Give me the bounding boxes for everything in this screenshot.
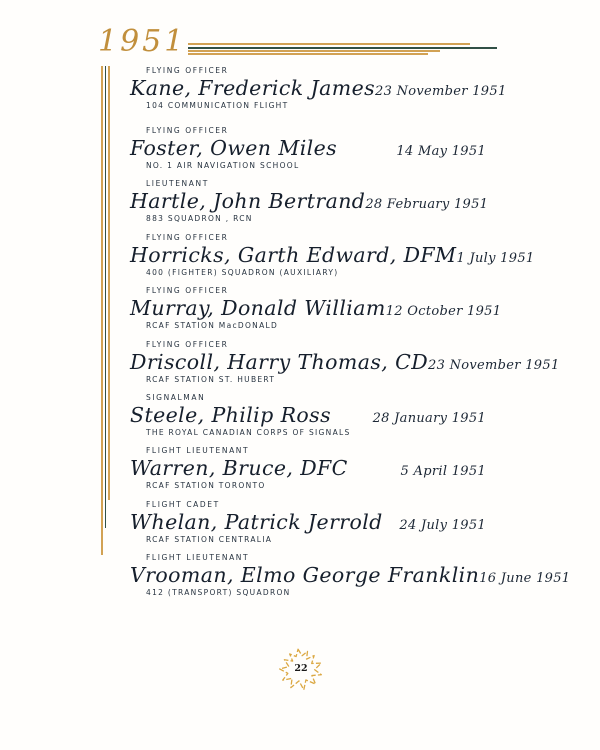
memorial-entry	[100, 553, 571, 606]
death-date: 23 November 1951	[375, 84, 507, 99]
person-name: Warren, Bruce, DFC	[130, 456, 348, 481]
name-date-row	[100, 349, 560, 374]
name-date-row	[100, 456, 486, 480]
memorial-entries-list	[100, 66, 571, 607]
rank-label: FLYING OFFICER	[146, 126, 229, 135]
memorial-entry	[100, 179, 489, 232]
person-name: Foster, Owen Miles	[130, 136, 338, 160]
death-date: 1 July 1951	[456, 250, 535, 266]
memorial-entry	[100, 500, 486, 553]
memorial-entry	[100, 126, 486, 179]
unit-label: RCAF STATION MacDONALD	[146, 321, 279, 331]
person-name: Driscoll, Harry Thomas, CD	[130, 349, 429, 374]
unit-label: THE ROYAL CANADIAN CORPS OF SIGNALS	[146, 427, 351, 437]
rank-label: FLIGHT LIEUTENANT	[146, 553, 250, 563]
rank-label: FLYING OFFICER	[146, 286, 229, 296]
death-date: 24 July 1951	[399, 517, 486, 533]
death-date: 12 October 1951	[385, 304, 502, 320]
rank-label: FLYING OFFICER	[146, 232, 229, 242]
rank-label: SIGNALMAN	[146, 392, 206, 402]
memorial-entry	[100, 446, 486, 499]
header-rule-gold-bottom	[188, 53, 428, 55]
memorial-entry	[100, 286, 502, 339]
header-rule-gold-top	[188, 43, 470, 45]
unit-label: 104 COMMUNICATION FLIGHT	[146, 101, 289, 110]
death-date: 16 June 1951	[479, 571, 571, 587]
person-name: Vrooman, Elmo George Franklin	[130, 563, 480, 588]
name-date-row	[100, 189, 489, 214]
person-name: Kane, Frederick James	[130, 76, 376, 100]
person-name: Hartle, John Bertrand	[130, 189, 366, 214]
unit-label: 400 (FIGHTER) SQUADRON (AUXILIARY)	[146, 267, 339, 277]
unit-label: 883 SQUADRON , RCN	[146, 214, 253, 224]
name-date-row	[100, 563, 571, 588]
death-date: 23 November 1951	[428, 357, 560, 373]
name-date-row	[100, 76, 507, 100]
name-date-row	[100, 242, 535, 267]
death-date: 14 May 1951	[396, 144, 486, 159]
name-date-row	[100, 510, 486, 534]
page-footer-ornament	[276, 646, 326, 694]
memorial-entry	[100, 393, 486, 446]
person-name: Steele, Philip Ross	[130, 402, 331, 427]
unit-label: 412 (TRANSPORT) SQUADRON	[146, 588, 291, 598]
header-rule-green	[188, 47, 497, 49]
person-name: Whelan, Patrick Jerrold	[130, 509, 383, 534]
memorial-entry	[100, 66, 507, 126]
unit-label: RCAF STATION TORONTO	[146, 481, 266, 491]
header-rule-gold-mid	[188, 50, 440, 52]
person-name: Horricks, Garth Edward, DFM	[130, 242, 457, 267]
rank-label: FLIGHT LIEUTENANT	[146, 446, 250, 456]
unit-label: RCAF STATION CENTRALIA	[146, 534, 273, 544]
rank-label: FLYING OFFICER	[146, 66, 229, 75]
name-date-row	[100, 296, 502, 321]
name-date-row	[100, 403, 486, 427]
year-heading: 1951	[98, 24, 187, 59]
unit-label: NO. 1 AIR NAVIGATION SCHOOL	[146, 161, 300, 170]
person-name: Murray, Donald William	[130, 296, 386, 321]
rank-label: FLYING OFFICER	[146, 339, 229, 349]
death-date: 28 February 1951	[365, 197, 489, 213]
name-date-row	[100, 136, 486, 160]
memorial-entry	[100, 232, 535, 286]
death-date: 28 January 1951	[372, 410, 486, 426]
memorial-entry	[100, 339, 560, 393]
page-number: 22	[294, 663, 308, 674]
death-date: 5 April 1951	[400, 464, 486, 480]
unit-label: RCAF STATION ST. HUBERT	[146, 374, 276, 384]
rank-label: FLIGHT CADET	[146, 499, 220, 509]
rank-label: LIEUTENANT	[146, 179, 209, 189]
